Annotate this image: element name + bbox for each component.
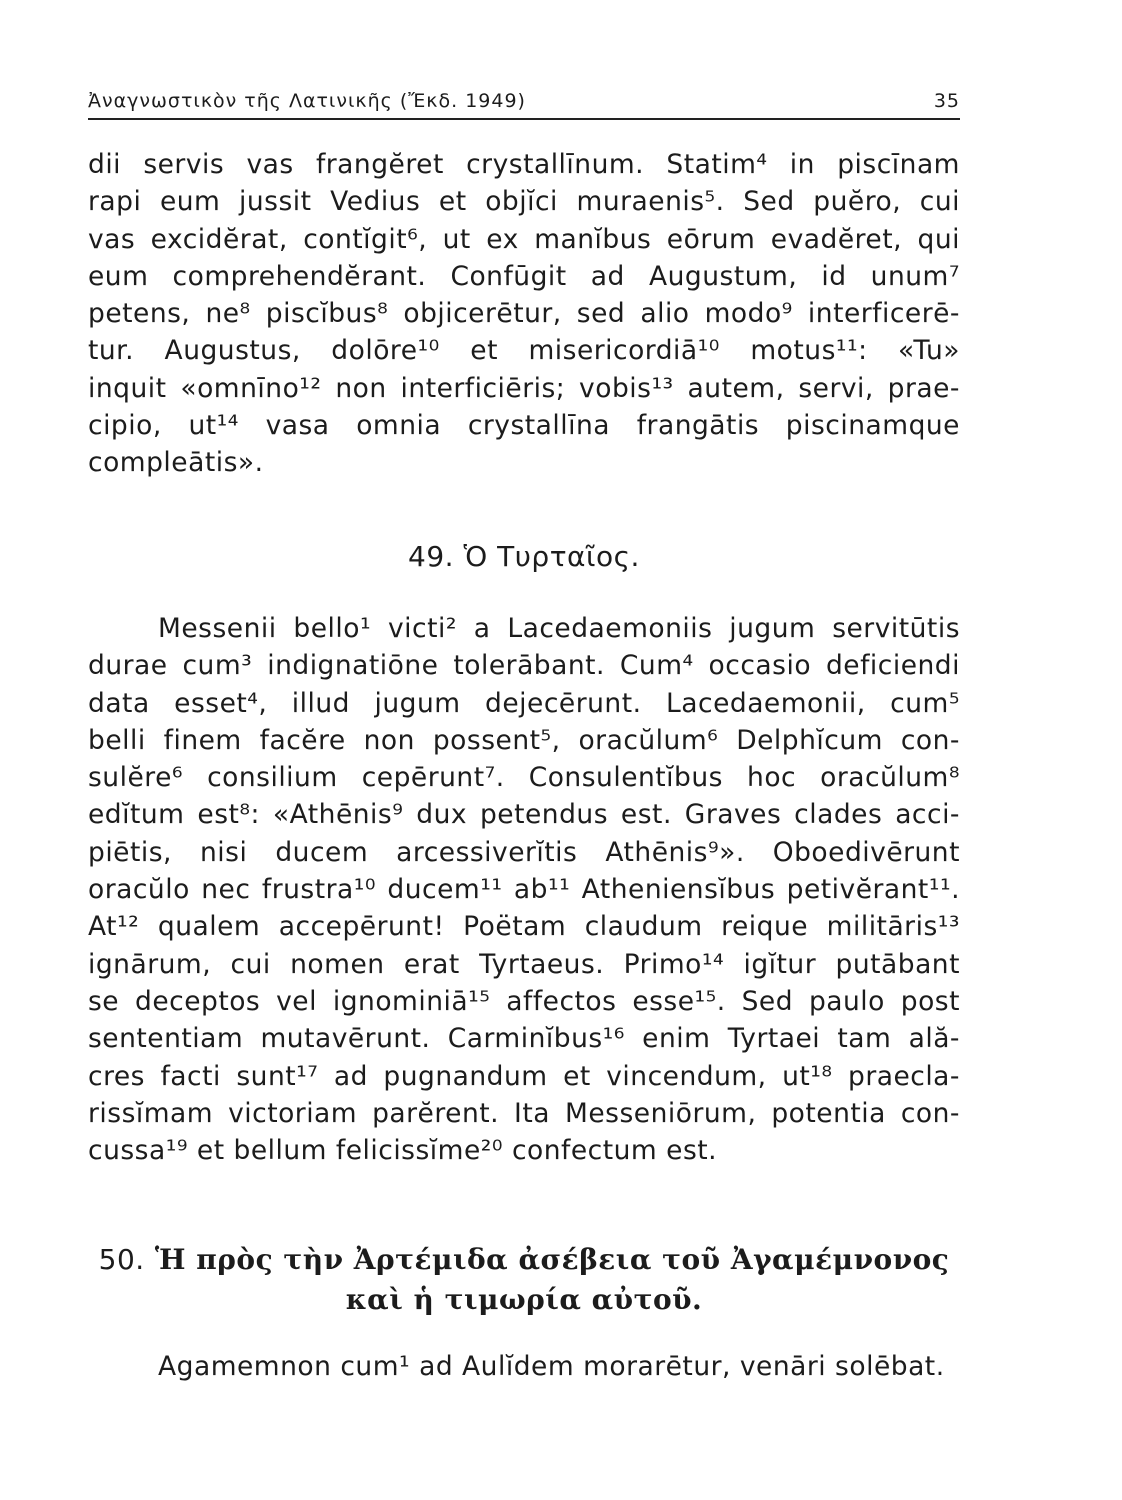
text-line: petens, ne⁸ piscĭbus⁸ objicerētur, sed alio modo⁹ interficerē- — [88, 298, 960, 330]
section-48-continued-text — [88, 146, 960, 482]
text-line: cipio, ut¹⁴ vasa omnia crystallīna frangātis piscinamque — [88, 410, 960, 442]
text-line: cussa¹⁹ et bellum felicissĭme²⁰ confectum est. — [88, 1135, 718, 1167]
section-50-heading — [88, 1240, 960, 1320]
text-line: eum comprehendĕrant. Confūgit ad Augustum, id unum⁷ — [88, 260, 960, 292]
header-title: Ἀναγνωστικὸν τῆς Λατινικῆς (Ἔκδ. 1949) — [88, 90, 526, 112]
text-line: rissĭmam victoriam parĕrent. Ita Messeniōrum, potentia con- — [88, 1097, 960, 1129]
section-50-number: 50. — [98, 1243, 145, 1276]
text-line: rapi eum jussit Vedius et objĭci muraenis⁵. Sed puĕro, cui — [88, 186, 960, 218]
text-line: belli finem facĕre non possent⁵, oracŭlum⁶ Delphĭcum con- — [88, 724, 960, 756]
section-50-text — [88, 1348, 960, 1385]
text-line: cres facti sunt¹⁷ ad pugnandum et vincendum, ut¹⁸ praecla- — [88, 1060, 960, 1092]
section-50-title: Ἡ πρὸς τὴν Ἀρτέμιδα ἀσέβεια τοῦ Ἀγαμέμνονος — [154, 1243, 950, 1276]
text-line: vas excidĕrat, contĭgit⁶, ut ex manĭbus eōrum evadĕret, qui — [88, 223, 960, 255]
text-line: sententiam mutavērunt. Carminĭbus¹⁶ enim Tyrtaei tam ală- — [88, 1023, 960, 1055]
section-49-heading: 49. Ὁ Τυρταῖος. — [408, 540, 640, 573]
section-49-text — [88, 610, 960, 1169]
text-line: edĭtum est⁸: «Athēnis⁹ dux petendus est. Graves clades acci- — [88, 799, 960, 831]
text-line: sulĕre⁶ consilium cepērunt⁷. Consulentĭbus hoc oracŭlum⁸ — [88, 762, 960, 794]
text-line: oracŭlo nec frustra¹⁰ ducem¹¹ ab¹¹ Atheniensĭbus petivĕrant¹¹. — [88, 874, 960, 906]
text-line: durae cum³ indignatiōne tolerābant. Cum⁴ occasio deficiendi — [88, 650, 960, 682]
text-line: At¹² qualem accepērunt! Poëtam claudum reique militāris¹³ — [88, 911, 960, 943]
running-header — [88, 88, 960, 120]
text-line: data esset⁴, illud jugum dejecērunt. Lacedaemonii, cum⁵ — [88, 687, 960, 719]
text-line: ignārum, cui nomen erat Tyrtaeus. Primo¹⁴ igĭtur putābant — [88, 948, 960, 980]
section-50-heading-line-2: καὶ ἡ τιμωρία αὐτοῦ. — [345, 1283, 703, 1316]
text-line: piētis, nisi ducem arcessiverĭtis Athēnis⁹». Oboedivērunt — [88, 836, 960, 868]
text-line: inquit «omnīno¹² non interficiēris; vobis¹³ autem, servi, prae- — [88, 372, 960, 404]
text-line: tur. Augustus, dolōre¹⁰ et misericordiā¹⁰ motus¹¹: «Tu» — [88, 335, 960, 367]
text-line: dii servis vas frangĕret crystallīnum. Statim⁴ in piscīnam — [88, 149, 960, 180]
section-50-heading-line-1 — [88, 1240, 960, 1280]
page-number: 35 — [933, 90, 960, 112]
text-line: Messenii bello¹ victi² a Lacedaemoniis jugum servitūtis — [158, 613, 960, 644]
text-line: compleātis». — [88, 447, 264, 479]
text-line: Agamemnon cum¹ ad Aulĭdem morarētur, venāri solēbat. — [158, 1351, 945, 1382]
text-line: se deceptos vel ignominiā¹⁵ affectos esse¹⁵. Sed paulo post — [88, 985, 960, 1017]
